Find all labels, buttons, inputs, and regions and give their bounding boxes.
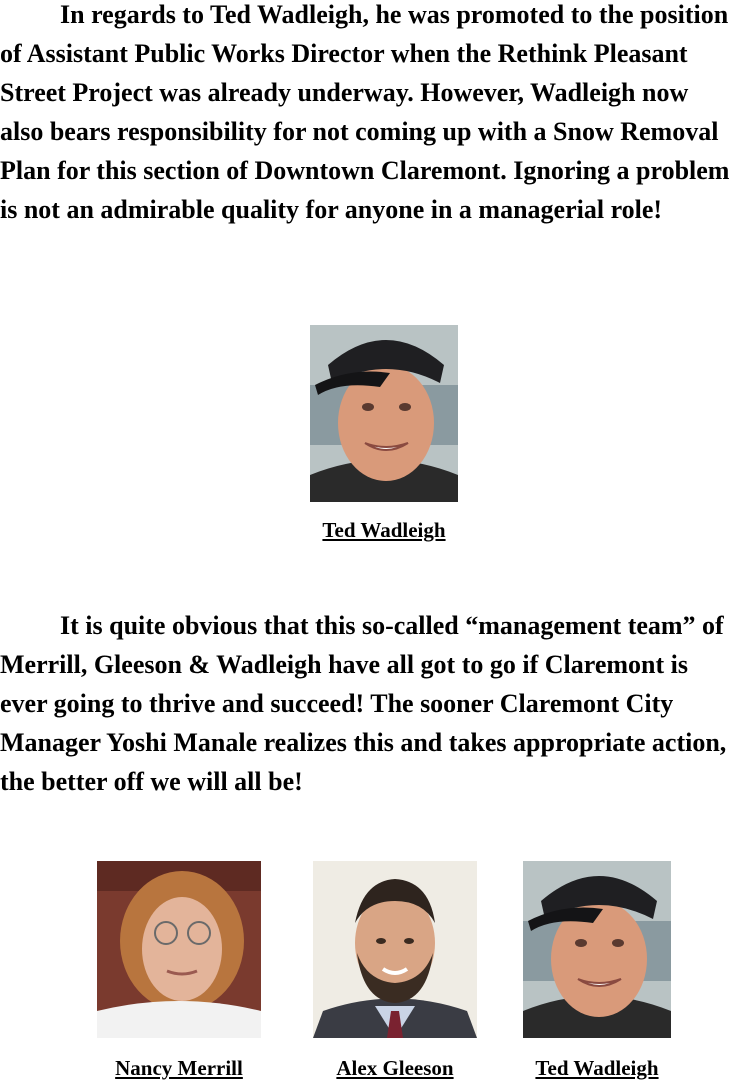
nancy-merrill-photo — [97, 861, 261, 1038]
ted-wadleigh-photo — [310, 325, 458, 502]
paragraph-management-team: It is quite obvious that this so-called “management team” of Merrill, Gleeson & Wadleigh have all got to go if Claremont is ever going to thrive and succeed! The sooner Claremont City Manager Yoshi Manale realizes this and takes appropriate action, the better off we will all be! — [0, 611, 727, 796]
ted-wadleigh-photo-2 — [523, 861, 671, 1038]
alex-gleeson-photo — [313, 861, 477, 1038]
nancy-merrill-caption: Nancy Merrill — [115, 1056, 243, 1080]
ted-wadleigh-caption-2: Ted Wadleigh — [535, 1056, 659, 1080]
paragraph-wadleigh: In regards to Ted Wadleigh, he was promoted to the position of Assistant Public Works Director when the Rethink Pleasant Street Project was already underway. However, Wadleigh now also bears responsibility for not coming up with a Snow Removal Plan for this section of Downtown Claremont. Ignoring a problem is not an admirable quality for anyone in a managerial role! — [0, 0, 730, 224]
alex-gleeson-caption: Alex Gleeson — [336, 1056, 454, 1080]
ted-wadleigh-caption: Ted Wadleigh — [322, 518, 446, 542]
